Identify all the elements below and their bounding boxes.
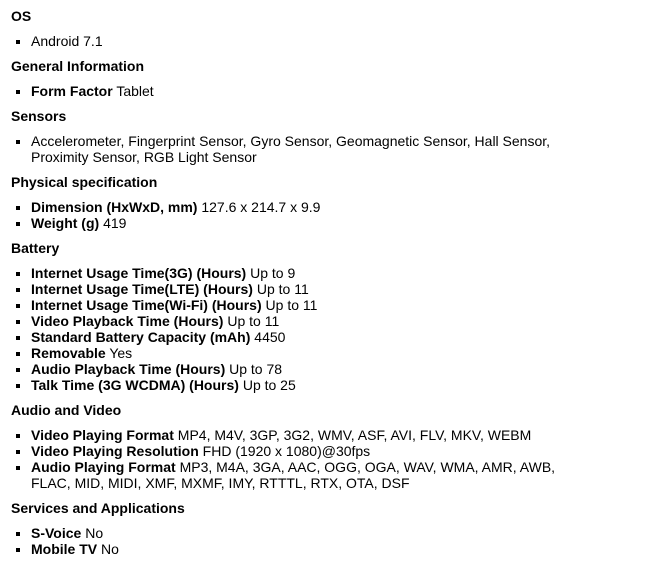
spec-list: [11, 199, 571, 231]
spec-label: Internet Usage Time(Wi-Fi) (Hours): [31, 297, 262, 313]
spec-value: 127.6 x 214.7 x 9.9: [201, 199, 321, 215]
spec-item: [31, 133, 571, 165]
section-sensors: [11, 107, 571, 165]
section-title: Battery: [11, 240, 60, 256]
spec-value: No: [101, 541, 119, 557]
section-title: Sensors: [11, 108, 67, 124]
spec-label: Internet Usage Time(3G) (Hours): [31, 265, 247, 281]
section-audio-and-video: [11, 401, 571, 491]
spec-label: S-Voice: [31, 525, 82, 541]
spec-item: [31, 459, 571, 491]
section-physical-specification: [11, 173, 571, 231]
section-general-information: [11, 57, 571, 99]
section-battery: [11, 239, 571, 393]
spec-value: Tablet: [116, 83, 154, 99]
spec-item: [31, 297, 571, 313]
section-services-and-applications: [11, 499, 571, 557]
spec-value: Up to 9: [250, 265, 296, 281]
section-title: Physical specification: [11, 174, 158, 190]
spec-item: [31, 345, 571, 361]
spec-value: FHD (1920 x 1080)@30fps: [202, 443, 371, 459]
spec-value: Android 7.1: [31, 33, 103, 49]
spec-item: [31, 265, 571, 281]
spec-item: [31, 427, 571, 443]
spec-list: [11, 133, 571, 165]
spec-item: [31, 443, 571, 459]
spec-list: [11, 525, 571, 557]
spec-item: [31, 281, 571, 297]
spec-item: [31, 83, 571, 99]
spec-value: 419: [103, 215, 127, 231]
spec-item: [31, 329, 571, 345]
spec-label: Talk Time (3G WCDMA) (Hours): [31, 377, 239, 393]
spec-value: MP3, M4A, 3GA, AAC, OGG, OGA, WAV, WMA, AMR, AWB, FLAC, MID, MIDI, XMF, MXMF, IMY, RTTTL, RTX, OTA, DSF: [31, 459, 556, 491]
spec-label: Video Playing Resolution: [31, 443, 199, 459]
spec-value: MP4, M4V, 3GP, 3G2, WMV, ASF, AVI, FLV, MKV, WEBM: [177, 427, 532, 443]
spec-label: Audio Playback Time (Hours): [31, 361, 226, 377]
spec-value: Up to 11: [227, 313, 280, 329]
spec-item: [31, 215, 571, 231]
section-os: [11, 7, 571, 49]
section-title: General Information: [11, 58, 145, 74]
spec-label: Video Playing Format: [31, 427, 174, 443]
spec-label: Audio Playing Format: [31, 459, 176, 475]
spec-label: Video Playback Time (Hours): [31, 313, 224, 329]
spec-list: [11, 265, 571, 393]
spec-label: Form Factor: [31, 83, 113, 99]
spec-list: [11, 427, 571, 491]
spec-label: Internet Usage Time(LTE) (Hours): [31, 281, 253, 297]
spec-value: Up to 11: [265, 297, 318, 313]
section-title: OS: [11, 8, 32, 24]
spec-label: Dimension (HxWxD, mm): [31, 199, 198, 215]
spec-list: [11, 83, 571, 99]
section-title: Services and Applications: [11, 500, 185, 516]
spec-item: [31, 33, 571, 49]
spec-value: Up to 11: [256, 281, 309, 297]
spec-item: [31, 313, 571, 329]
spec-value: No: [85, 525, 104, 541]
spec-item: [31, 525, 571, 541]
spec-item: [31, 199, 571, 215]
spec-item: [31, 377, 571, 393]
spec-list: [11, 33, 571, 49]
spec-label: Mobile TV: [31, 541, 98, 557]
spec-label: Weight (g): [31, 215, 100, 231]
spec-value: Accelerometer, Fingerprint Sensor, Gyro Sensor, Geomagnetic Sensor, Hall Sensor, Proximity Sensor, RGB Light Sensor: [31, 133, 551, 165]
spec-value: Up to 78: [229, 361, 283, 377]
section-title: Audio and Video: [11, 402, 122, 418]
spec-value: Up to 25: [242, 377, 296, 393]
spec-item: [31, 361, 571, 377]
spec-item: [31, 541, 571, 557]
spec-value: Yes: [109, 345, 133, 361]
spec-value: 4450: [254, 329, 286, 345]
spec-label: Standard Battery Capacity (mAh): [31, 329, 251, 345]
spec-label: Removable: [31, 345, 106, 361]
